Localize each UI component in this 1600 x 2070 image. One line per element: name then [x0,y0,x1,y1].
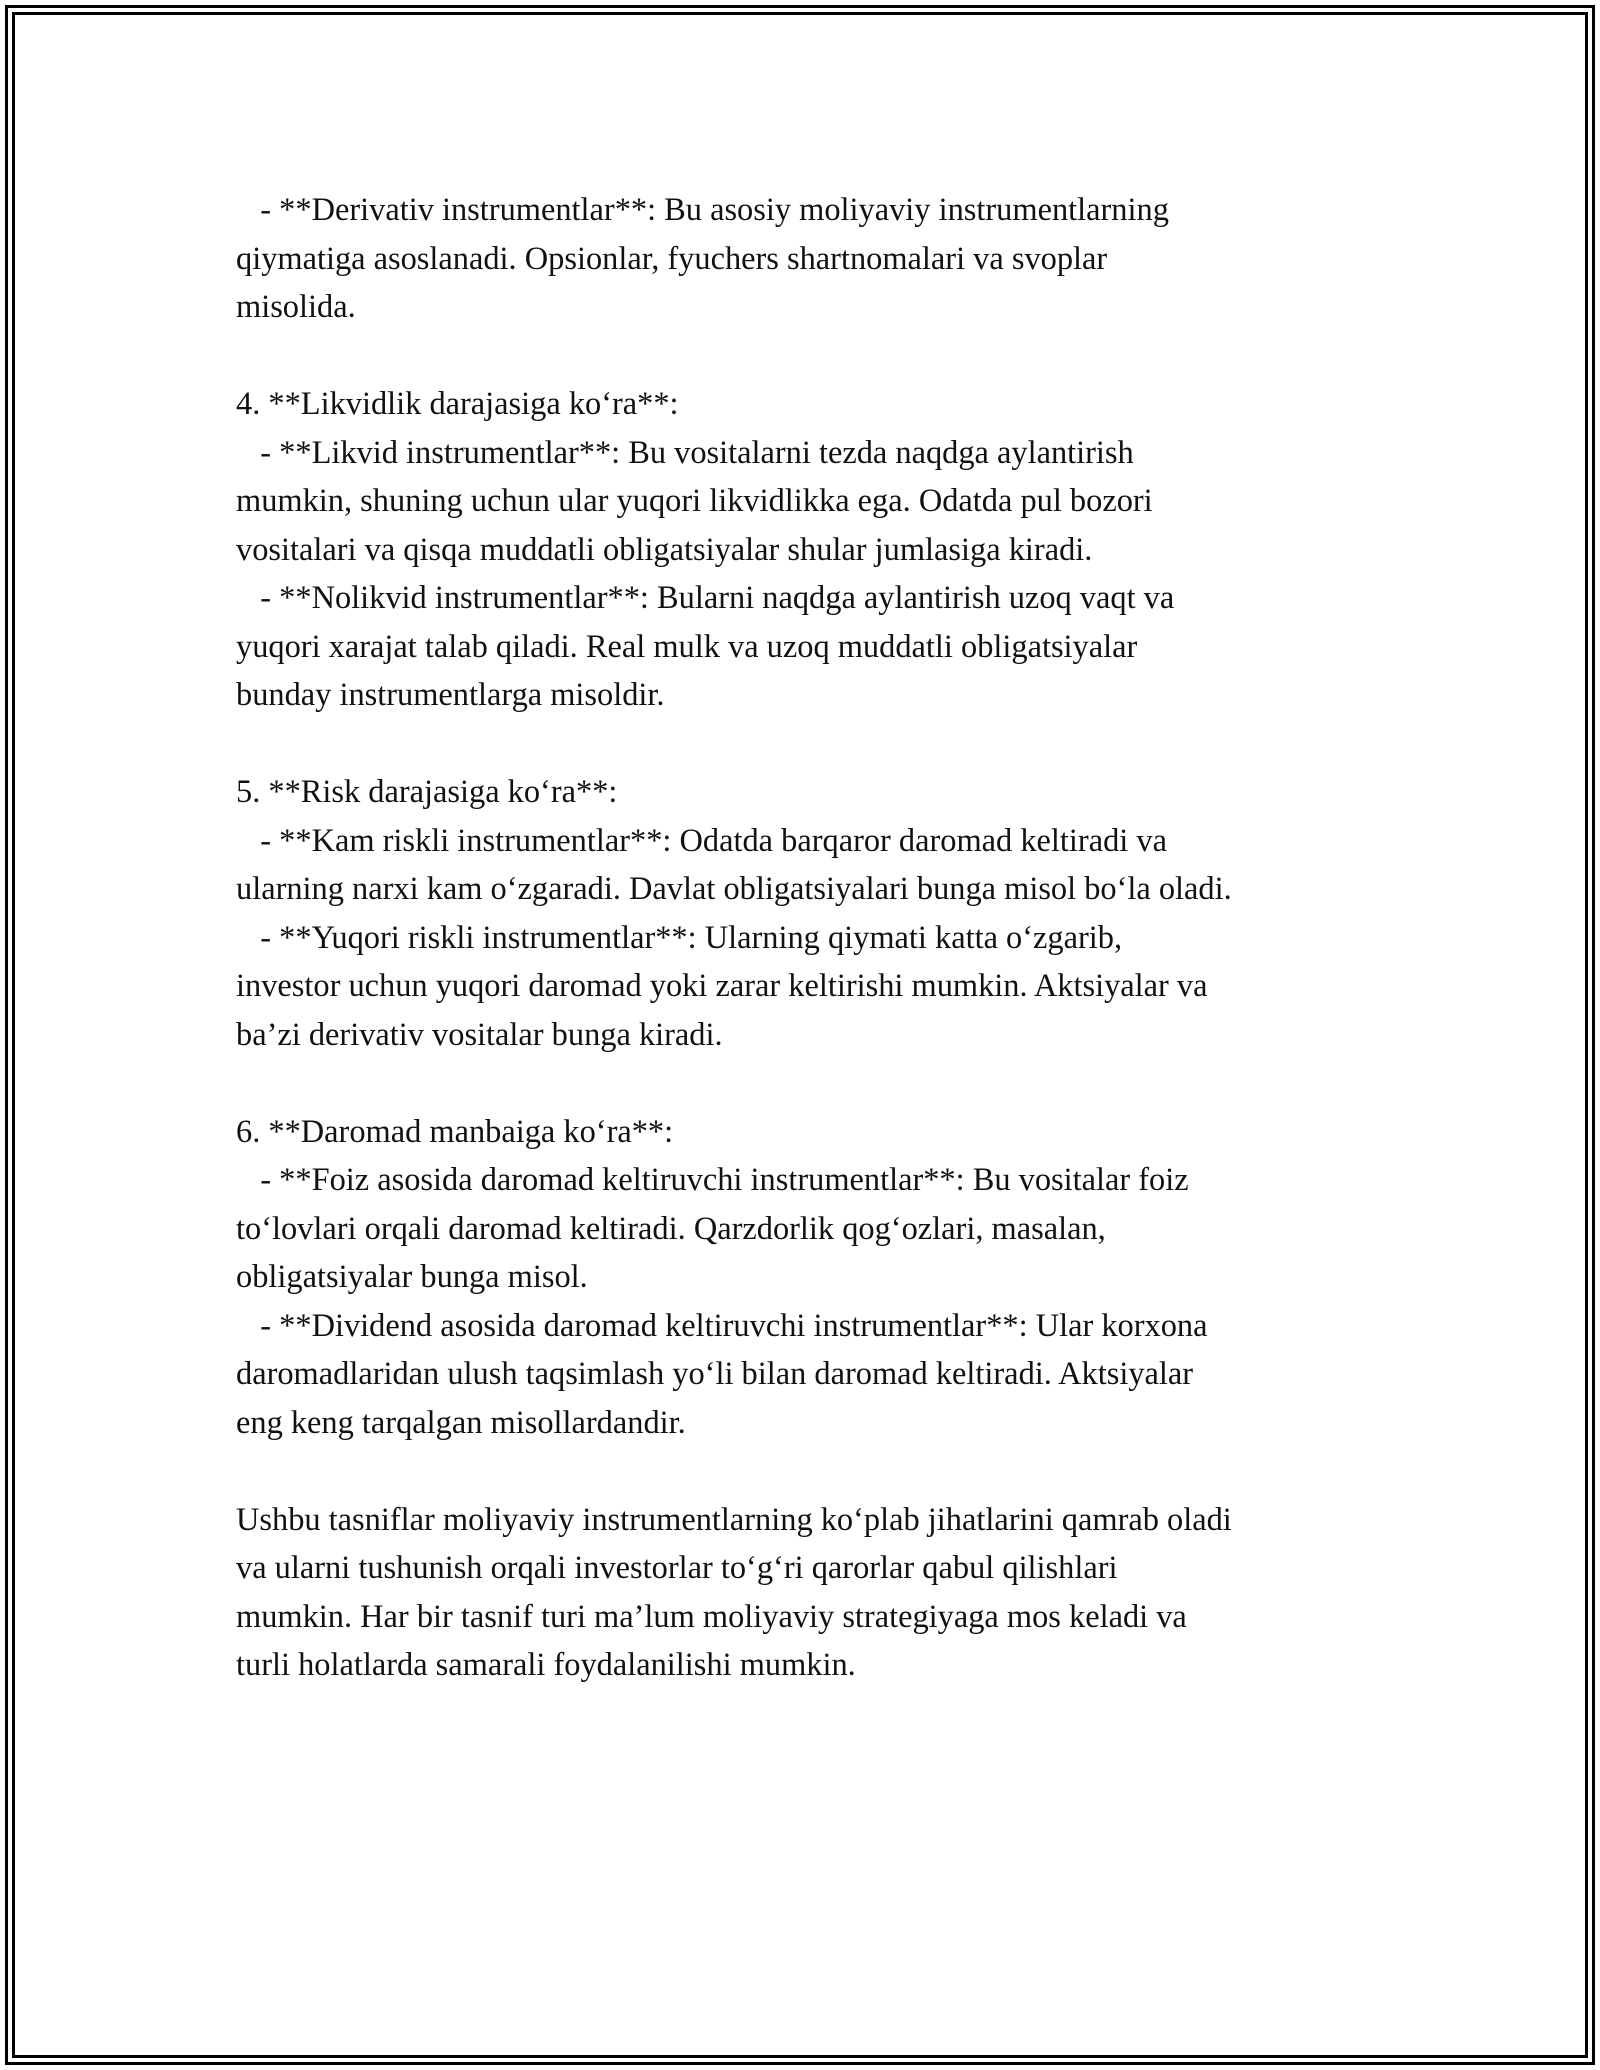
text-line: - **Nolikvid instrumentlar**: Bularni naqdga aylantirish uzoq vaqt va [236,580,1175,616]
text-line: - **Derivativ instrumentlar**: Bu asosiy moliyaviy instrumentlarning [236,192,1169,228]
text-line: va ularni tushunish orqali investorlar to‘g‘ri qarorlar qabul qilishlari [236,1550,1118,1586]
paragraph-gap [236,720,1376,769]
paragraph-income-source [236,1108,1376,1448]
paragraph-gap [236,1447,1376,1496]
text-line: - **Dividend asosida daromad keltiruvchi instrumentlar**: Ular korxona [236,1307,1208,1344]
paragraph-derivatives [236,186,1376,332]
paragraph-gap [236,1059,1376,1108]
text-line: turli holatlarda samarali foydalanilishi mumkin. [236,1647,856,1683]
text-line: obligatsiyalar bunga misol. [236,1259,588,1295]
paragraph-risk [236,768,1376,1059]
text-line: bunday instrumentlarga misoldir. [236,677,665,713]
text-line: - **Kam riskli instrumentlar**: Odatda barqaror daromad keltiradi va [236,822,1167,859]
section-heading: 4. **Likvidlik darajasiga ko‘ra**: [236,386,679,422]
text-line: - **Likvid instrumentlar**: Bu vositalarni tezda naqdga aylantirish [236,434,1134,471]
section-heading: 5. **Risk darajasiga ko‘ra**: [236,774,618,810]
section-heading: 6. **Daromad manbaiga ko‘ra**: [236,1113,674,1150]
text-line: - **Yuqori riskli instrumentlar**: Ularning qiymati katta o‘zgarib, [236,919,1123,956]
text-line: daromadlaridan ulush taqsimlash yo‘li bilan daromad keltiradi. Aktsiyalar [236,1356,1194,1392]
text-line: eng keng tarqalgan misollardandir. [236,1404,686,1441]
paragraph-liquidity [236,380,1376,720]
text-line: ularning narxi kam o‘zgaradi. Davlat obligatsiyalari bunga misol bo‘la oladi. [236,871,1232,907]
text-line: yuqori xarajat talab qiladi. Real mulk va uzoq muddatli obligatsiyalar [236,628,1138,665]
text-line: vositalari va qisqa muddatli obligatsiyalar shular jumlasiga kiradi. [236,531,1093,568]
text-line: - **Foiz asosida daromad keltiruvchi instrumentlar**: Bu vositalar foiz [236,1162,1189,1198]
text-line: Ushbu tasniflar moliyaviy instrumentlarning ko‘plab jihatlarini qamrab oladi [236,1501,1232,1538]
text-line: ba’zi derivativ vositalar bunga kiradi. [236,1016,723,1053]
paragraph-conclusion [236,1496,1376,1690]
text-line: investor uchun yuqori daromad yoki zarar keltirishi mumkin. Aktsiyalar va [236,968,1208,1004]
text-line: mumkin. Har bir tasnif turi ma’lum moliyaviy strategiyaga mos keladi va [236,1598,1187,1635]
document-body [236,186,1376,1690]
text-line: qiymatiga asoslanadi. Opsionlar, fyuchers shartnomalari va svoplar [236,240,1108,277]
paragraph-gap [236,332,1376,381]
text-line: mumkin, shuning uchun ular yuqori likvidlikka ega. Odatda pul bozori [236,483,1153,519]
text-line: misolida. [236,289,356,325]
text-line: to‘lovlari orqali daromad keltiradi. Qarzdorlik qog‘ozlari, masalan, [236,1210,1106,1247]
